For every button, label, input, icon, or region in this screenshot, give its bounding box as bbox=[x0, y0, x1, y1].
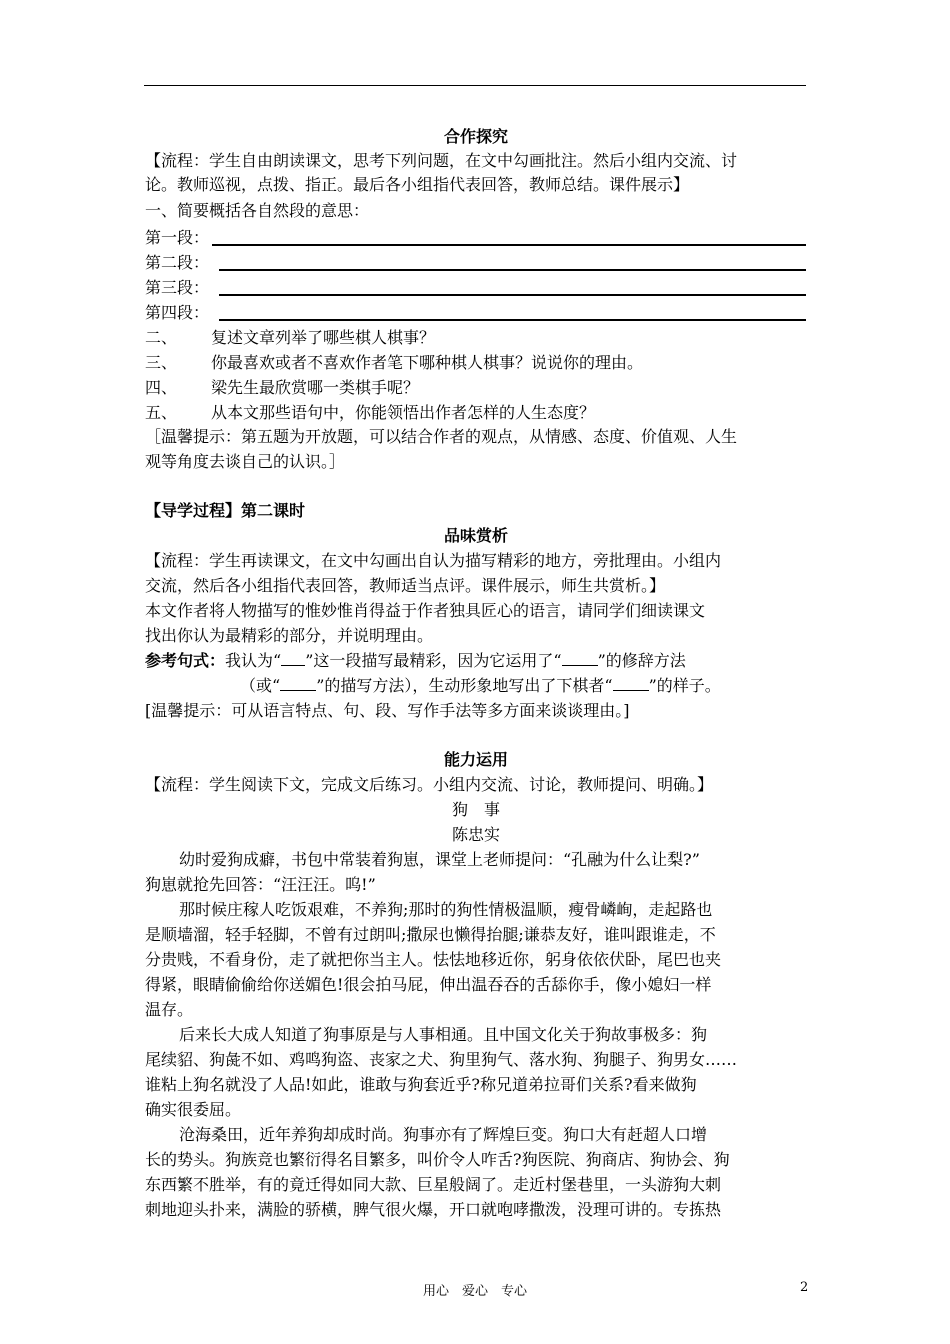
page-number: 2 bbox=[800, 1280, 809, 1295]
blank[interactable] bbox=[280, 676, 316, 691]
article-line: 长的势头。狗族竞也繁衍得名目繁多，叫价令人咋舌?狗医院、狗商店、狗协会、狗 bbox=[145, 1150, 730, 1169]
lesson-heading: 【导学过程】第二课时 bbox=[145, 501, 306, 520]
flow-text: 论。教师巡视，点拨、指正。最后各小组指代表回答，教师总结。课件展示】 bbox=[145, 175, 690, 194]
tip-text: 观等角度去谈自己的认识。］ bbox=[145, 452, 346, 471]
question-1: 一、简要概括各自然段的意思： bbox=[145, 201, 370, 220]
paragraph-label: 第二段： bbox=[145, 253, 210, 272]
tip-text: [温馨提示：可从语言特点、句、段、写作手法等多方面来谈谈理由。] bbox=[145, 701, 630, 720]
question-item: 四、 梁先生最欣赏哪一类棋手呢？ bbox=[145, 378, 420, 397]
flow-text: 【流程：学生再读课文，在文中勾画出自认为描写精彩的地方，旁批理由。小组内 bbox=[145, 551, 722, 570]
article-line: 沧海桑田，近年养狗却成时尚。狗事亦有了辉煌巨变。狗口大有赶超人口增 bbox=[179, 1125, 708, 1144]
blank[interactable] bbox=[281, 651, 305, 666]
answer-line[interactable] bbox=[212, 244, 806, 246]
article-title: 狗 事 bbox=[451, 800, 500, 819]
article-line: 温存。 bbox=[145, 1000, 194, 1019]
reference-sentence: （或“ ”的描写方法），生动形象地写出了下棋者“ ”的样子。 bbox=[240, 676, 721, 695]
article-line: 刺地迎头扑来，满脸的骄横，脾气很火爆，开口就咆哮撒泼，没理可讲的。专拣热 bbox=[145, 1200, 722, 1219]
article-line: 谁粘上狗名就没了人品!如此，谁敢与狗套近乎?称兄道弟拉哥们关系?看来做狗 bbox=[145, 1075, 697, 1094]
section-title-cooperation: 合作探究 bbox=[443, 127, 508, 146]
answer-line[interactable] bbox=[219, 269, 806, 271]
tip-text: ［温馨提示：第五题为开放题，可以结合作者的观点，从情感、态度、价值观、人生 bbox=[145, 427, 738, 446]
body-text: 找出你认为最精彩的部分，并说明理由。 bbox=[145, 626, 434, 645]
article-line: 狗崽就抢先回答：“汪汪汪。呜!” bbox=[145, 875, 376, 894]
paragraph-label: 第三段： bbox=[145, 278, 210, 297]
paragraph-label: 第一段： bbox=[145, 228, 210, 247]
article-line: 尾续貂、狗彘不如、鸡鸣狗盗、丧家之犬、狗里狗气、落水狗、狗腿子、狗男女…… bbox=[145, 1050, 738, 1069]
article-author: 陈忠实 bbox=[451, 825, 500, 844]
question-item: 三、 你最喜欢或者不喜欢作者笔下哪种棋人棋事？说说你的理由。 bbox=[145, 353, 644, 372]
article-line: 后来长大成人知道了狗事原是与人事相通。且中国文化关于狗故事极多：狗 bbox=[179, 1025, 708, 1044]
article-line: 确实很委屈。 bbox=[145, 1100, 242, 1119]
article-line: 得紧，眼睛偷偷给你送媚色!很会拍马屁，伸出温吞吞的舌舔你手，像小媳妇一样 bbox=[145, 975, 712, 994]
reference-sentence: 参考句式：我认为“ ”这一段描写最精彩，因为它运用了“ ”的修辞方法 bbox=[145, 651, 686, 670]
answer-line[interactable] bbox=[219, 294, 806, 296]
paragraph-label: 第四段： bbox=[145, 303, 210, 322]
article-line: 那时候庄稼人吃饭艰难，不养狗;那时的狗性情极温顺，瘦骨嶙峋，走起路也 bbox=[179, 900, 713, 919]
article-line: 分贵贱，不看身份，走了就把你当主人。怯怯地移近你，躬身依依伏卧，尾巴也夹 bbox=[145, 950, 722, 969]
blank[interactable] bbox=[613, 676, 649, 691]
article-line: 幼时爱狗成癖，书包中常装着狗崽，课堂上老师提问：“孔融为什么让梨?” bbox=[179, 850, 700, 869]
answer-line[interactable] bbox=[219, 319, 806, 321]
body-text: 本文作者将人物描写的惟妙惟肖得益于作者独具匠心的语言，请同学们细读课文 bbox=[145, 601, 706, 620]
flow-text: 【流程：学生自由朗读课文，思考下列问题，在文中勾画批注。然后小组内交流、讨 bbox=[145, 151, 738, 170]
question-item: 五、 从本文那些语句中，你能领悟出作者怎样的人生态度？ bbox=[145, 403, 596, 422]
blank[interactable] bbox=[562, 651, 598, 666]
flow-text: 【流程：学生阅读下文，完成文后练习。小组内交流、讨论，教师提问、明确。】 bbox=[145, 775, 714, 794]
article-line: 是顺墙溜，轻手轻脚，不曾有过朗叫;撒尿也懒得抬腿;谦恭友好，谁叫跟谁走，不 bbox=[145, 925, 716, 944]
section-title-application: 能力运用 bbox=[443, 750, 508, 769]
question-item: 二、 复述文章列举了哪些棋人棋事？ bbox=[145, 328, 436, 347]
flow-text: 交流，然后各小组指代表回答，教师适当点评。课件展示，师生共赏析。】 bbox=[145, 576, 666, 595]
footer-text: 用心 爱心 专心 bbox=[422, 1284, 527, 1299]
header-rule bbox=[144, 85, 806, 86]
section-title-appreciation: 品味赏析 bbox=[443, 526, 508, 545]
article-line: 东西繁不胜举，有的竟迁得如同大款、巨星般阔了。走近村堡巷里，一头游狗大刺 bbox=[145, 1175, 722, 1194]
